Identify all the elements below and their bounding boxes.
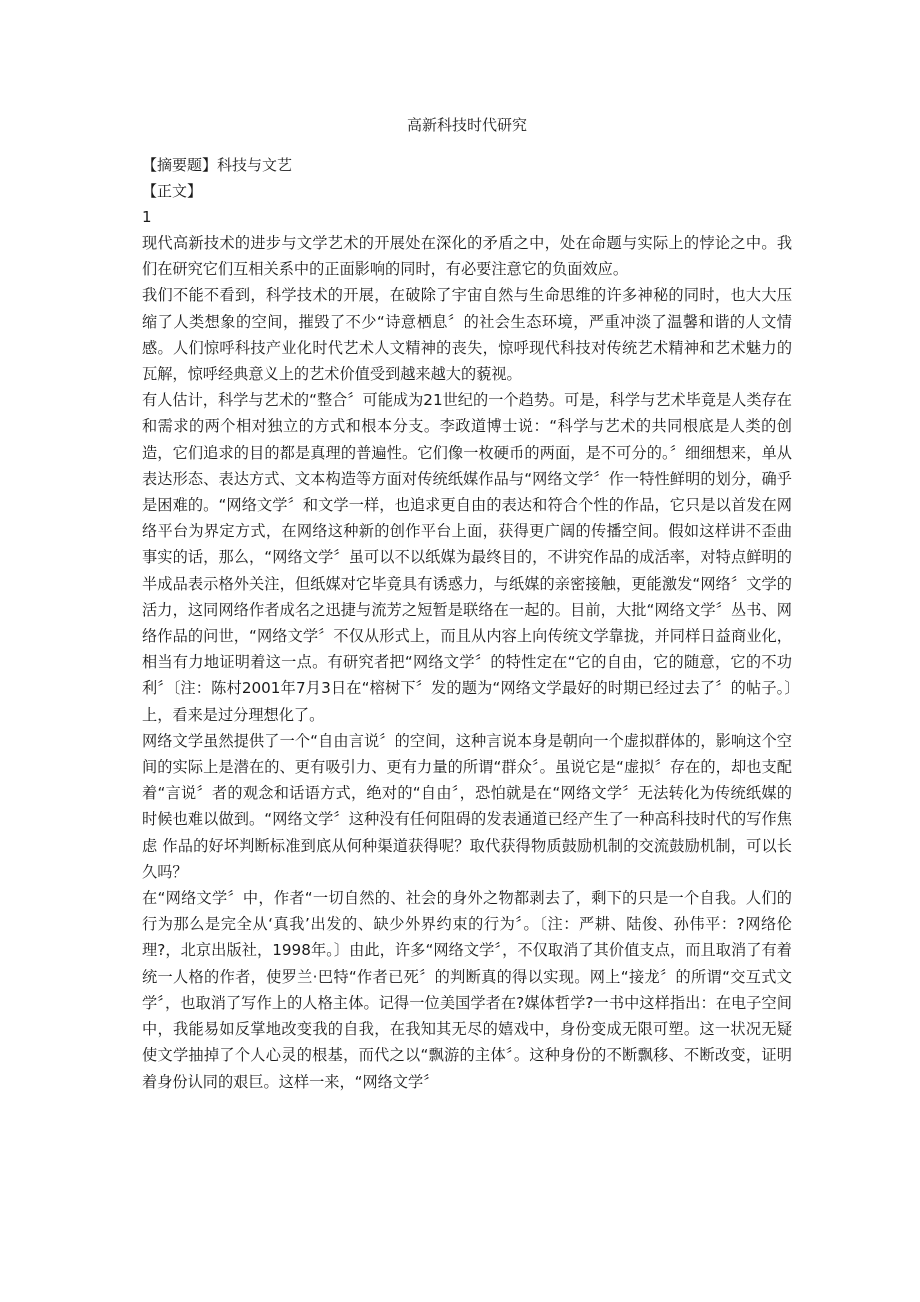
paragraph: 有人估计，科学与艺术的“整合〞可能成为21世纪的一个趋势。可是，科学与艺术毕竟是人类存在和需求的两个相对独立的方式和根本分支。李政道博士说：“科学与艺术的共同根底是人类的创造，它们追求的目的都是真理的普遍性。它们像一枚硬币的两面，是不可分的。〞细细想来，单从表达形态、表达方式、文本构造等方面对传统纸媒作品与“网络文学〞作一特性鲜明的划分，确乎是困难的。“网络文学〞和文学一样，也追求更自由的表达和符合个性的作品，它只是以首发在网络平台为界定方式，在网络这种新的创作平台上面，获得更广阔的传播空间。假如这样讲不歪曲事实的话，那么，“网络文学〞虽可以不以纸媒为最终目的，不讲究作品的成活率，对特点鲜明的半成品表示格外关注，但纸媒对它毕竟具有诱惑力，与纸媒的亲密接触，更能激发“网络〞文学的活力，这同网络作者成名之迅捷与流芳之短暂是联络在一起的。目前，大批“网络文学〞丛书、网络作品的问世，“网络文学〞不仅从形式上，而且从内容上向传统文学靠拢，并同样日益商业化，相当有力地证明着这一点。有研究者把“网络文学〞的特性定在“它的自由，它的随意，它的不功利〞〔注：陈村2001年7月3日在“榕树下〞发的题为“网络文学最好的时期已经过去了〞的帖子。〕上，看来是过分理想化了。 [142, 391, 792, 724]
abstract-heading: 【摘要题】科技与文艺 [142, 156, 293, 174]
body-heading: 【正文】 [142, 182, 203, 200]
paragraph: 在“网络文学〞中，作者“一切自然的、社会的身外之物都剥去了，剩下的只是一个自我。人们的行为那么是完全从‘真我’出发的、缺少外界约束的行为〞。〔注：严耕、陆俊、孙伟平：?网络伦理?，北京出版社，1998年。〕由此，许多“网络文学〞，不仅取消了其价值支点，而且取消了有着统一人格的作者，使罗兰·巴特“作者已死〞的判断真的得以实现。网上“接龙〞的所谓“交互式文学〞，也取消了写作上的人格主体。记得一位美国学者在?媒体哲学?一书中这样指出：在电子空间中，我能易如反掌地改变我的自我，在我知其无尽的嬉戏中，身份变成无限可塑。这一状况无疑使文学抽掉了个人心灵的根基，而代之以“飘游的主体〞。这种身份的不断飘移、不断改变，证明着身份认同的艰巨。这样一来，“网络文学〞 [142, 889, 792, 1091]
section-number: 1 [142, 208, 152, 226]
document-title: 高新科技时代研究 [406, 116, 527, 134]
document-page [142, 112, 792, 1095]
paragraph: 网络文学虽然提供了一个“自由言说〞的空间，这种言说本身是朝向一个虚拟群体的，影响这个空间的实际上是潜在的、更有吸引力、更有力量的所谓“群众〞。虽说它是“虚拟〞存在的，却也支配着“言说〞者的观念和话语方式，绝对的“自由〞，恐怕就是在“网络文学〞无法转化为传统纸媒的时候也难以做到。“网络文学〞这种没有任何阻碍的发表通道已经产生了一种高科技时代的写作焦虑 作品的好坏判断标准到底从何种渠道获得呢？取代获得物质鼓励机制的交流鼓励机制，可以长久吗？ [142, 731, 792, 881]
paragraph: 现代高新技术的进步与文学艺术的开展处在深化的矛盾之中，处在命题与实际上的悖论之中。我们在研究它们互相关系中的正面影响的同时，有必要注意它的负面效应。 [142, 234, 792, 279]
paragraph: 我们不能不看到，科学技术的开展，在破除了宇宙自然与生命思维的许多神秘的同时，也大大压缩了人类想象的空间，摧毁了不少“诗意栖息〞的社会生态环境，严重冲淡了温馨和谐的人文情感。人们惊呼科技产业化时代艺术人文精神的丧失，惊呼现代科技对传统艺术精神和艺术魅力的瓦解，惊呼经典意义上的艺术价值受到越来越大的藐视。 [142, 286, 792, 384]
